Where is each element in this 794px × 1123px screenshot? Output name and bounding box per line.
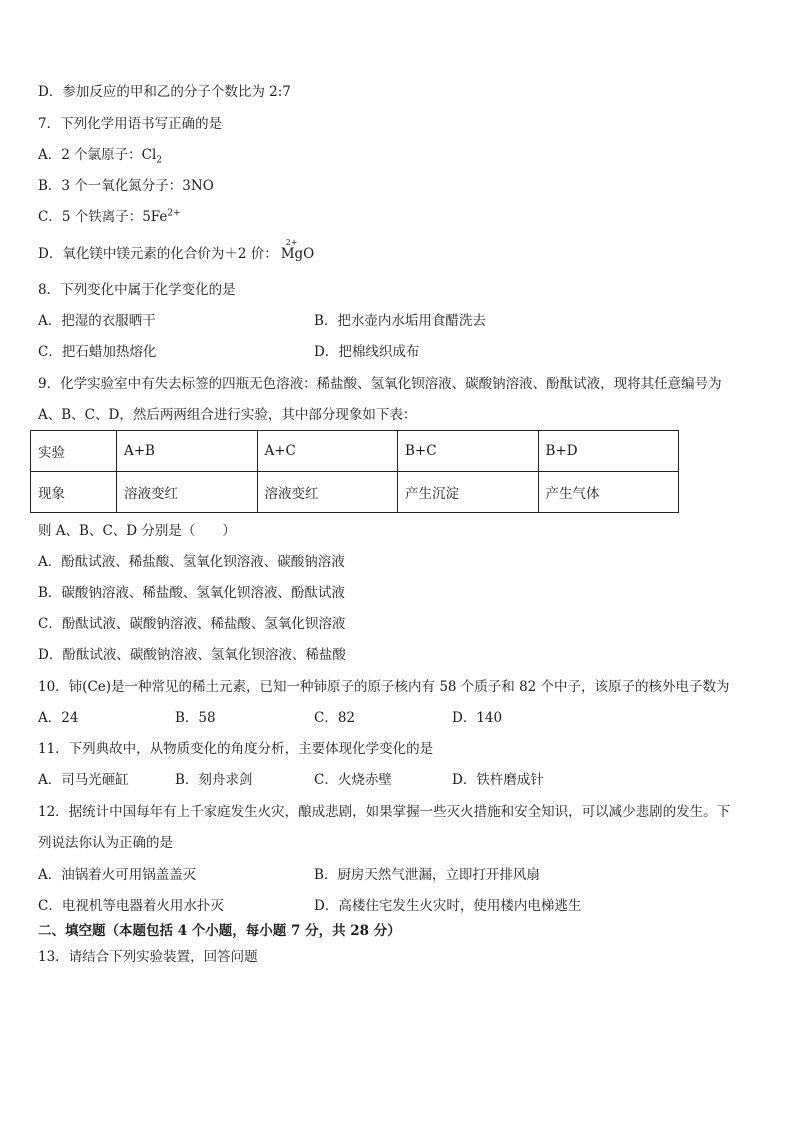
section-heading: 二、填空题（本题包括 4 个小题，每小题 7 分，共 28 分）	[38, 923, 401, 939]
table-row	[31, 431, 679, 472]
q7-option-a-text: A．2 个氯原子：Cl	[38, 147, 157, 163]
table-cell: 现象	[31, 472, 117, 513]
q9-stem-line2: A、B、C、D，然后两两组合进行实验，其中部分现象如下表：	[38, 407, 417, 423]
q10-option-b: B．58	[175, 710, 216, 726]
experiment-table	[30, 430, 679, 513]
q9-option-a: A．酚酞试液、稀盐酸、氢氧化钡溶液、碳酸钠溶液	[38, 554, 345, 570]
q12-option-c: C．电视机等电器着火用水扑灭	[38, 898, 224, 914]
q11-option-c: C．火烧赤壁	[314, 772, 392, 788]
q11-option-a: A．司马光砸缸	[38, 772, 129, 788]
mgo-valence: 2+	[285, 238, 298, 247]
q9-option-c: C．酚酞试液、碳酸钠溶液、稀盐酸、氢氧化钡溶液	[38, 616, 346, 632]
q7-option-c-text: C．5 个铁离子：5Fe	[38, 209, 168, 225]
q12-option-b: B．厨房天然气泄漏，立即打开排风扇	[314, 867, 540, 883]
q8-option-d: D．把棉线织成布	[314, 344, 420, 360]
q10-stem: 10．铈(Ce)是一种常见的稀土元素，已知一种铈原子的原子核内有 58 个质子和 82 个中子，该原子的核外电子数为	[38, 679, 730, 695]
q8-option-c: C．把石蜡加热熔化	[38, 344, 157, 360]
q11-stem: 11．下列典故中，从物质变化的角度分析，主要体现化学变化的是	[38, 741, 434, 757]
q11-option-d: D．铁杵磨成针	[452, 772, 544, 788]
q7-option-c	[38, 209, 181, 225]
table-cell: A+C	[257, 431, 398, 472]
q10-option-a: A．24	[38, 710, 79, 726]
q6-option-d: D．参加反应的甲和乙的分子个数比为 2:7	[38, 84, 291, 100]
q9-question: 则 A、B、C、D 分别是（ ）	[38, 523, 236, 539]
q7-option-b: B．3 个一氧化氮分子：3NO	[38, 178, 214, 194]
table-cell: 溶液变红	[257, 472, 398, 513]
q7-option-d-text: D．氧化镁中镁元素的化合价为＋2 价：	[38, 246, 278, 262]
q7-option-d	[38, 238, 315, 262]
q11-option-b: B．刻舟求剑	[175, 772, 253, 788]
q13-stem: 13．请结合下列实验装置，回答问题	[38, 949, 258, 965]
mgo-formula	[280, 238, 315, 262]
table-cell: 溶液变红	[117, 472, 258, 513]
q10-option-c: C．82	[314, 710, 356, 726]
mgo-formula-text: MgO	[280, 246, 315, 262]
table-cell: B+C	[398, 431, 539, 472]
table-cell: 实验	[31, 431, 117, 472]
table-cell: 产生气体	[538, 472, 679, 513]
q9-option-b: B．碳酸钠溶液、稀盐酸、氢氧化钡溶液、酚酞试液	[38, 585, 345, 601]
table-cell: A+B	[117, 431, 258, 472]
q12-stem-line1: 12．据统计中国每年有上千家庭发生火灾，酿成悲剧，如果掌握一些灭火措施和安全知识，可以减少悲剧的发生。下	[38, 804, 731, 820]
q7-option-a	[38, 147, 163, 166]
q7-option-c-superscript: 2+	[167, 208, 181, 219]
q12-option-a: A．油锅着火可用锅盖盖灭	[38, 867, 197, 883]
q8-stem: 8．下列变化中属于化学变化的是	[38, 282, 236, 298]
table-row	[31, 472, 679, 513]
q8-option-b: B．把水壶内水垢用食醋洗去	[314, 313, 486, 329]
q10-option-d: D．140	[452, 710, 503, 726]
table-cell: B+D	[538, 431, 679, 472]
q12-stem-line2: 列说法你认为正确的是	[38, 835, 173, 851]
q9-option-d: D．酚酞试液、碳酸钠溶液、氢氧化钡溶液、稀盐酸	[38, 647, 346, 663]
q7-stem: 7．下列化学用语书写正确的是	[38, 116, 223, 132]
q12-option-d: D．高楼住宅发生火灾时，使用楼内电梯逃生	[314, 898, 582, 914]
table-cell: 产生沉淀	[398, 472, 539, 513]
q7-option-a-subscript: 2	[156, 155, 163, 166]
q9-stem-line1: 9．化学实验室中有失去标签的四瓶无色溶液：稀盐酸、氢氧化钡溶液、碳酸钠溶液、酚酞试液，现将其任意编号为	[38, 376, 722, 392]
q8-option-a: A．把湿的衣服晒干	[38, 313, 156, 329]
